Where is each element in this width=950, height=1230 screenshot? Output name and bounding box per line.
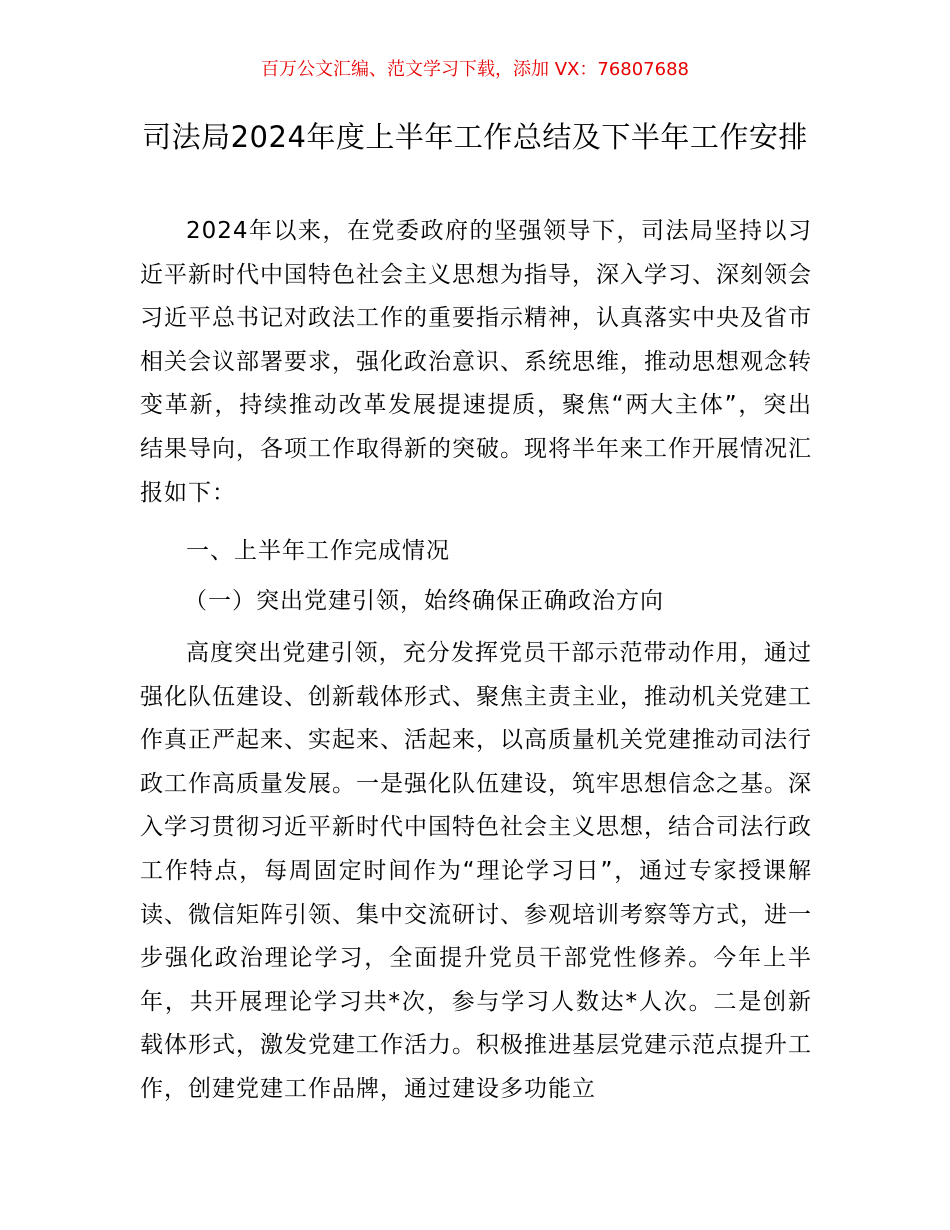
watermark-banner: 百万公文汇编、范文学习下载，添加 VX：76807688 [261,59,689,80]
body-paragraph-1: 高度突出党建引领，充分发挥党员干部示范带动作用，通过强化队伍建设、创新载体形式、聚焦主责主业，推动机关党建工作真正严起来、实起来、活起来，以高质量机关党建推动司法行政工作高质量发展。一是强化队伍建设，筑牢思想信念之基。深入学习贯彻习近平新时代中国特色社会主义思想，结合司法行政工作特点，每周固定时间作为“理论学习日”，通过专家授课解读、微信矩阵引领、集中交流研讨、参观培训考察等方式，进一步强化政治理论学习，全面提升党员干部党性修养。今年上半年，共开展理论学习共*次，参与学习人数达*人次。二是创新载体形式，激发党建工作活力。积极推进基层党建示范点提升工作，创建党建工作品牌，通过建设多功能立 [140,640,812,1102]
section-heading-1: 一、上半年工作完成情况 [186,538,450,564]
intro-paragraph: 2024年以来，在党委政府的坚强领导下，司法局坚持以习近平新时代中国特色社会主义思想为指导，深入学习、深刻领会习近平总书记对政法工作的重要指示精神，认真落实中央及省市相关会议部署要求，强化政治意识、系统思维，推动思想观念转变革新，持续推动改革发展提速提质，聚焦“两大主体”，突出结果导向，各项工作取得新的突破。现将半年来工作开展情况汇报如下： [140,218,812,506]
document-title: 司法局2024年度上半年工作总结及下半年工作安排 [142,120,808,154]
subsection-heading-1: （一）突出党建引领，始终确保正确政治方向 [184,588,664,614]
